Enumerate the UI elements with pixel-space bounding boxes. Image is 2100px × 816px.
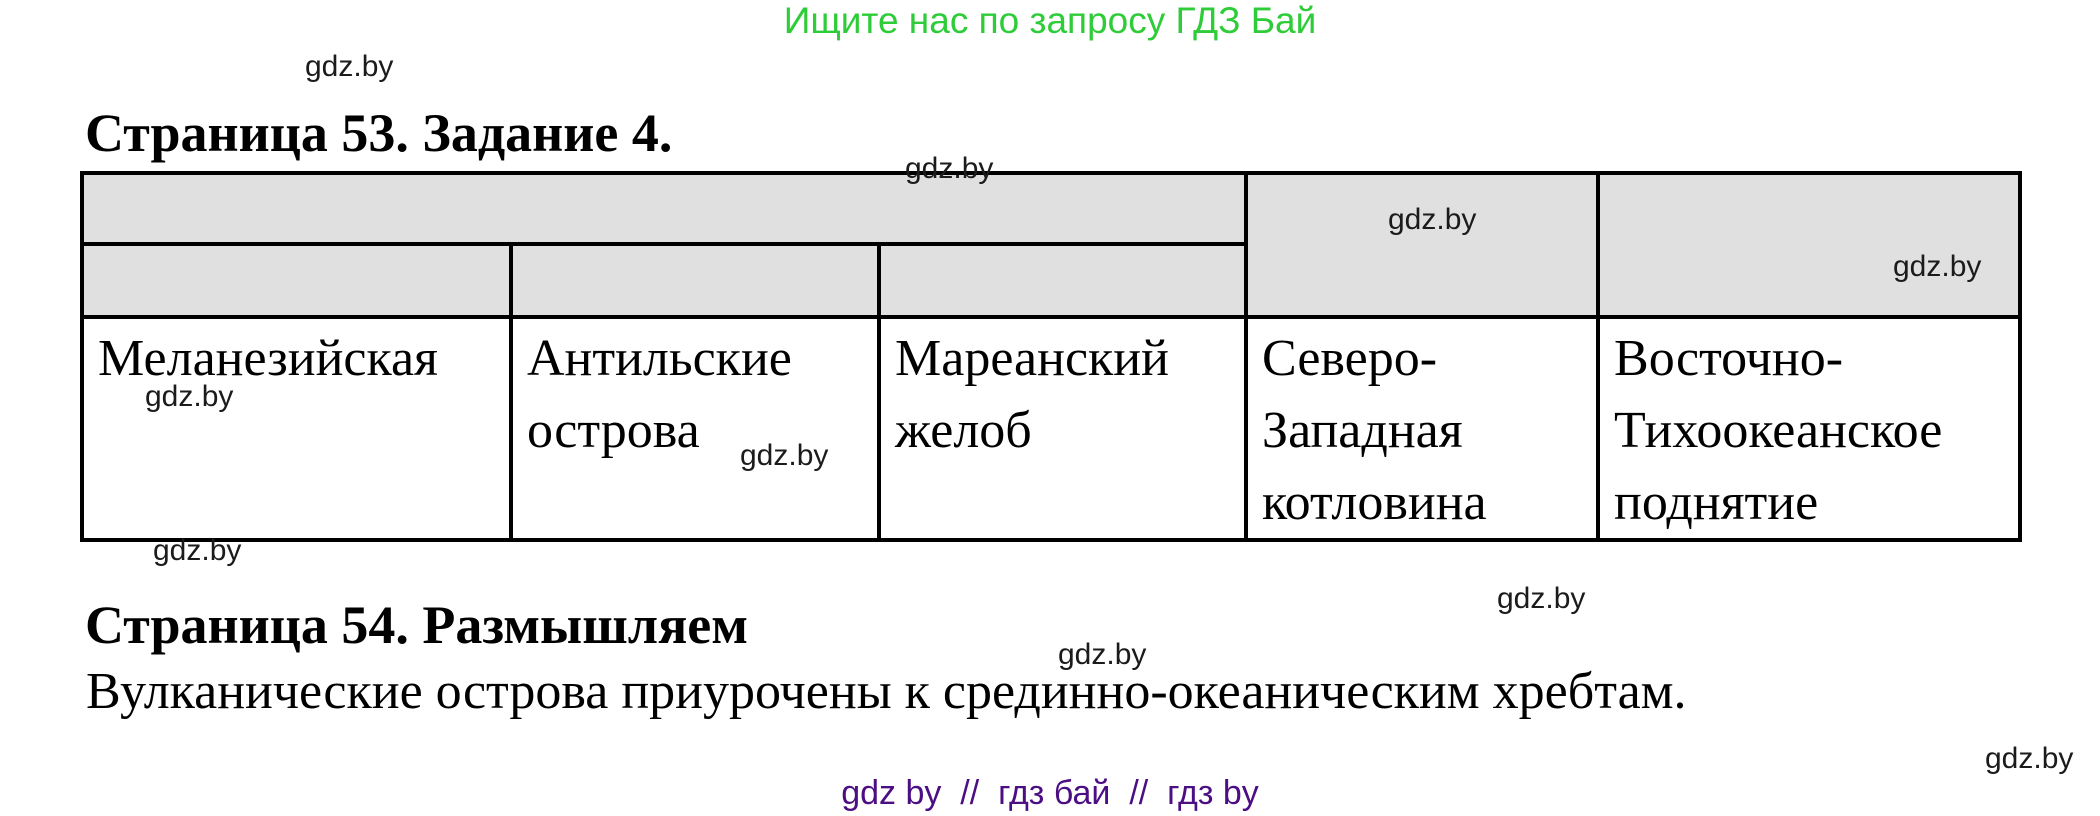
table-header-row-1 bbox=[82, 173, 2020, 244]
footer-keywords: gdz by // гдз бай // гдз by bbox=[841, 774, 1259, 812]
answer-cell-4: Северо-Западная котловина bbox=[1246, 317, 1598, 540]
gdzby-watermark: gdz.by bbox=[1388, 203, 1477, 236]
header-cell-merged bbox=[82, 173, 1246, 244]
header-cell-col2 bbox=[511, 244, 879, 317]
promo-banner: Ищите нас по запросу ГДЗ Бай bbox=[783, 0, 1317, 41]
gdzby-watermark: gdz.by bbox=[305, 50, 394, 83]
reflect-answer-sentence: Вулканические острова приурочены к срединно-океаническим хребтам. bbox=[86, 663, 1687, 720]
header-cell-col3 bbox=[879, 244, 1246, 317]
answer-cell-3: Мареанский желоб bbox=[879, 317, 1246, 540]
answer-table bbox=[80, 171, 2022, 542]
answer-cell-1: Меланезийская bbox=[82, 317, 511, 540]
header-cell-col1 bbox=[82, 244, 511, 317]
gdzby-watermark: gdz.by bbox=[1893, 250, 1982, 283]
gdzby-watermark: gdz.by bbox=[905, 152, 994, 185]
gdzby-watermark: gdz.by bbox=[145, 380, 234, 413]
header-cell-col4 bbox=[1246, 173, 1598, 317]
gdzby-watermark: gdz.by bbox=[740, 439, 829, 472]
task-section-heading: Страница 53. Задание 4. bbox=[85, 103, 673, 163]
reflect-section-heading: Страница 54. Размышляем bbox=[85, 595, 749, 655]
answer-cell-5: Восточно-Тихоокеанское поднятие bbox=[1598, 317, 2020, 540]
table-data-row bbox=[82, 317, 2020, 540]
gdzby-watermark: gdz.by bbox=[1058, 638, 1147, 671]
header-cell-col5 bbox=[1598, 173, 2020, 317]
gdzby-watermark: gdz.by bbox=[1497, 582, 1586, 615]
answer-cell-2: Антильские острова bbox=[511, 317, 879, 540]
gdzby-watermark: gdz.by bbox=[153, 534, 242, 567]
gdzby-watermark: gdz.by bbox=[1985, 742, 2074, 775]
